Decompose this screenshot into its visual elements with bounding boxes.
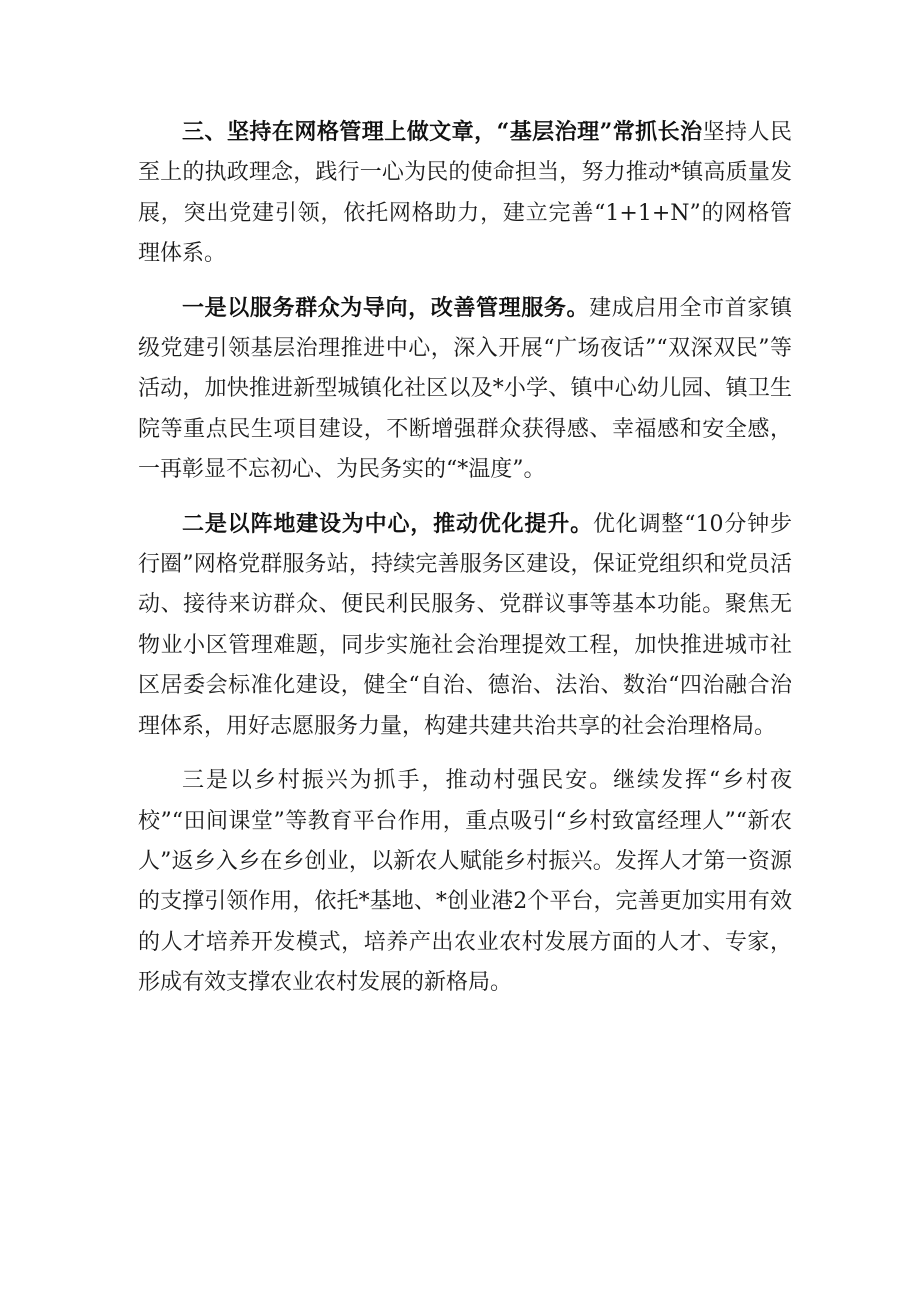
paragraph-grid-management (138, 112, 792, 275)
paragraph-position-building (138, 504, 792, 747)
paragraph-body: 优化调整“10分钟步行圈”网格党群服务站，持续完善服务区建设，保证党组织和党员活动、接待来访群众、便民利民服务、党群议事等基本功能。聚焦无物业小区管理难题，同步实施社会治理提效工程，加快推进城市社区居委会标准化建设，健全“自治、德治、法治、数治“四治融合治理体系，用好志愿服务力量，构建共建共治共享的社会治理格局。 (138, 511, 792, 739)
paragraph-body: 坚持人民至上的执政理念，践行一心为民的使命担当，努力推动*镇高质量发展，突出党建引领，依托网格助力，建立完善“1+1+N”的网格管理体系。 (138, 120, 792, 267)
paragraph-heading: 二是以阵地建设为中心，推动优化提升。 (182, 510, 593, 537)
paragraph-heading: 一是以服务群众为导向，改善管理服务。 (182, 294, 590, 321)
paragraph-body: 三是以乡村振兴为抓手，推动村强民安。继续发挥“乡村夜校”“田间课堂”等教育平台作用，重点吸引“乡村致富经理人”“新农人”返乡入乡在乡创业，以新农人赋能乡村振兴。发挥人才第一资源的支撑引领作用，依托*基地、*创业港2个平台，完善更加实用有效的人才培养开发模式，培养产出农业农村发展方面的人才、专家，形成有效支撑农业农村发展的新格局。 (138, 768, 793, 996)
paragraph-serve-masses (138, 288, 792, 491)
paragraph-rural-revitalization (138, 760, 792, 1003)
paragraph-heading: 三、坚持在网格管理上做文章，“基层治理”常抓长治 (182, 119, 703, 145)
paragraph-body: 建成启用全市首家镇级党建引领基层治理推进中心，深入开展“广场夜话”“双深双民”等活动，加快推进新型城镇化社区以及*小学、镇中心幼儿园、镇卫生院等重点民生项目建设，不断增强群众获得感、幸福感和安全感，一再彰显不忘初心、为民务实的“*温度”。 (138, 295, 792, 483)
